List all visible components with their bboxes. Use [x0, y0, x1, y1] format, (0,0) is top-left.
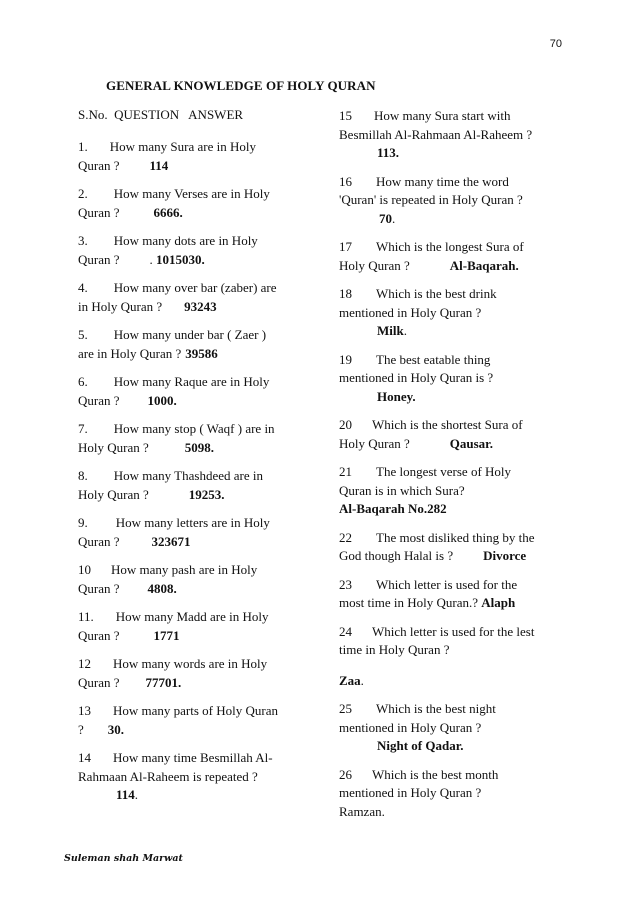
answer: 39586 [185, 345, 218, 361]
question-number: 15 [339, 108, 352, 123]
answer: 5098. [184, 439, 215, 455]
question-number: 10 [78, 562, 91, 577]
qa-item-15 [339, 107, 564, 163]
question-number: 5. [78, 327, 88, 342]
answer: Divorce [483, 548, 527, 563]
question-line-1: How many over bar (zaber) are [113, 280, 277, 295]
question-number: 17 [339, 239, 352, 254]
answer-suffix: . [392, 210, 396, 226]
question-number: 26 [339, 766, 352, 782]
qa-item-11 [78, 608, 306, 645]
answer-suffix: . [134, 787, 139, 802]
answer: 77701. [145, 674, 182, 690]
question-line-2: Holy Quran ? [78, 486, 149, 502]
question-line-1: Which is the longest Sura of [376, 239, 524, 254]
answer: Al-Baqarah No.282 [339, 501, 447, 516]
answer: 1000. [147, 392, 177, 408]
qa-item-13 [78, 702, 306, 739]
qa-item-16 [339, 173, 564, 229]
question-number: 1. [78, 139, 88, 154]
question-number: 14 [78, 750, 91, 765]
qa-item-18 [339, 285, 564, 341]
answer: 323671 [151, 533, 191, 549]
question-line-1: How many under bar ( Zaer ) [113, 327, 267, 342]
question-line-1: Which letter is used for the lest [372, 623, 535, 639]
qa-item-6 [78, 373, 306, 410]
question-number: 4. [78, 280, 88, 295]
header-sno: S.No. [78, 107, 108, 122]
question-number: 23 [339, 576, 352, 592]
question-number: 24 [339, 623, 352, 639]
question-line-1: How many words are in Holy [113, 656, 268, 671]
qa-item-9 [78, 514, 306, 551]
answer: Ramzan. [339, 803, 385, 819]
answer: Alaph [481, 595, 516, 610]
qa-item-21 [339, 463, 564, 519]
answer: 1771 [153, 627, 180, 643]
question-line-1: How many Madd are in Holy [115, 609, 269, 624]
qa-item-14 [78, 749, 306, 805]
question-line-1: How many Sura start with [374, 108, 511, 123]
question-line-2: Quran ? [78, 157, 120, 173]
question-number: 18 [339, 286, 352, 301]
question-line-2: in Holy Quran ? [78, 298, 163, 314]
question-line-1: Which is the best drink [376, 286, 497, 301]
question-line-2: Rahmaan Al-Raheem is repeated ? [78, 768, 258, 784]
answer: 93243 [184, 298, 217, 314]
qa-item-26 [339, 766, 564, 822]
answer: Milk [377, 323, 404, 338]
qa-item-17 [339, 238, 564, 275]
answer: Qausar. [449, 435, 493, 451]
page-number: 70 [549, 38, 562, 50]
question-line-2: time in Holy Quran ? [339, 642, 450, 657]
question-line-1: How many time the word [376, 173, 509, 189]
question-line-2: Quran ? [78, 533, 120, 549]
question-line-2: mentioned in Holy Quran ? [339, 304, 482, 320]
qa-item-23 [339, 576, 564, 613]
qa-item-19 [339, 351, 564, 407]
question-line-1: Which is the best night [376, 701, 496, 716]
answer-suffix: . [360, 672, 364, 688]
question-line-1: How many Verses are in Holy [113, 186, 270, 201]
question-line-1: How many parts of Holy Quran [113, 703, 278, 718]
question-number: 3. [78, 233, 88, 248]
qa-item-3 [78, 232, 306, 269]
question-number: 20 [339, 417, 352, 432]
answer: 114 [116, 787, 135, 802]
question-line-2: Holy Quran ? [339, 435, 410, 451]
question-line-2: are in Holy Quran ? [78, 345, 182, 361]
question-line-1: How many pash are in Holy [111, 562, 258, 577]
question-line-1: Which letter is used for the [376, 576, 518, 592]
question-number: 2. [78, 186, 88, 201]
question-number: 9. [78, 515, 88, 530]
question-number: 19 [339, 351, 352, 367]
question-line-2: Quran ? [78, 392, 120, 408]
footer-author: Suleman shah Marwat [64, 853, 183, 864]
question-line-2: Holy Quran ? [78, 439, 149, 455]
question-number: 16 [339, 173, 352, 189]
qa-item-5 [78, 326, 306, 363]
answer: 19253. [188, 486, 225, 502]
answer: 4808. [147, 580, 177, 596]
question-number: 8. [78, 468, 88, 483]
answer: Night of Qadar. [377, 738, 464, 753]
question-line-2: Holy Quran ? [339, 257, 410, 273]
question-line-2: ? [78, 721, 84, 737]
question-line-2: Quran is in which Sura? [339, 482, 465, 498]
qa-item-22 [339, 529, 564, 566]
question-number: 25 [339, 701, 352, 716]
answer: 113. [377, 145, 400, 160]
qa-item-4 [78, 279, 306, 316]
qa-item-1 [78, 138, 306, 175]
question-line-2: most time in Holy Quran.? [339, 595, 479, 610]
answer: 30. [107, 721, 125, 737]
question-number: 21 [339, 464, 352, 479]
question-line-1: The most disliked thing by the [376, 529, 535, 545]
question-number: 12 [78, 656, 91, 671]
question-line-2: Quran ? [78, 204, 120, 220]
question-number: 7. [78, 421, 88, 436]
qa-item-25 [339, 700, 564, 756]
question-line-1: How many Raque are in Holy [113, 374, 270, 389]
question-line-2: mentioned in Holy Quran is ? [339, 370, 494, 385]
table-header [78, 106, 306, 124]
qa-item-8 [78, 467, 306, 504]
question-line-2: God though Halal is ? [339, 548, 454, 563]
question-line-1: How many letters are in Holy [115, 515, 270, 530]
answer: Al-Baqarah. [449, 257, 519, 273]
qa-item-12 [78, 655, 306, 692]
question-line-2: Besmillah Al-Rahmaan Al-Raheem ? [339, 126, 533, 142]
qa-item-24 [339, 623, 564, 691]
answer: Zaa [339, 672, 361, 688]
answer-suffix: . [403, 323, 407, 338]
question-line-2: Quran ? [78, 251, 120, 267]
answer: 1015030. [156, 251, 205, 267]
question-number: 6. [78, 374, 88, 389]
question-line-2: Quran ? [78, 580, 120, 596]
page-title: GENERAL KNOWLEDGE OF HOLY QURAN [106, 78, 376, 93]
question-line-2: mentioned in Holy Quran ? [339, 719, 482, 735]
question-line-2: mentioned in Holy Quran ? [339, 785, 482, 800]
question-number: 22 [339, 529, 352, 545]
question-line-1: Which is the shortest Sura of [372, 417, 523, 432]
question-line-2: Quran ? [78, 674, 120, 690]
right-column [339, 107, 564, 831]
question-line-1: Which is the best month [372, 766, 499, 782]
question-line-1: How many dots are in Holy [113, 233, 258, 248]
question-line-2: Quran ? [78, 627, 120, 643]
qa-item-7 [78, 420, 306, 457]
question-line-2: 'Quran' is repeated in Holy Quran ? [339, 192, 523, 207]
answer: 6666. [153, 204, 183, 220]
question-line-1: How many Thashdeed are in [113, 468, 263, 483]
question-line-1: How many time Besmillah Al- [113, 750, 273, 765]
question-number: 11. [78, 609, 94, 624]
qa-item-2 [78, 185, 306, 222]
answer-prefix: . [149, 251, 153, 267]
question-line-1: How many Sura are in Holy [109, 139, 256, 154]
header-question: QUESTION [114, 107, 180, 122]
question-number: 13 [78, 703, 91, 718]
question-line-1: The longest verse of Holy [376, 464, 512, 479]
qa-item-10 [78, 561, 306, 598]
answer: 114 [149, 157, 169, 173]
left-column [78, 106, 306, 815]
answer: 70 [379, 210, 392, 226]
answer: Honey. [377, 388, 416, 404]
qa-item-20 [339, 416, 564, 453]
question-line-1: How many stop ( Waqf ) are in [113, 421, 275, 436]
question-line-1: The best eatable thing [376, 351, 491, 367]
header-answer: ANSWER [188, 107, 244, 122]
